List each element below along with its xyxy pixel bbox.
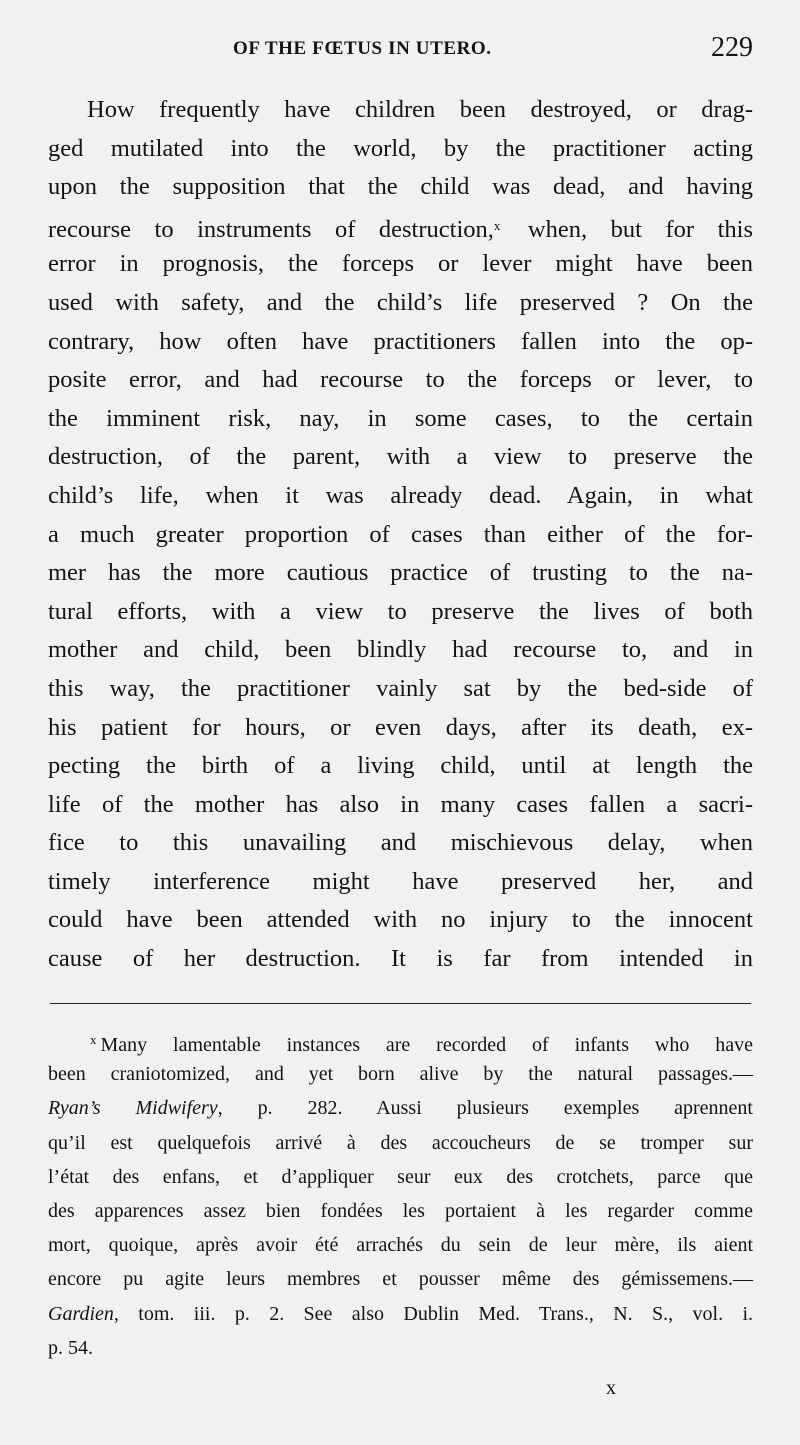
text-line: this way, the practitioner vainly sat by the bed-side of xyxy=(48,674,753,702)
text-line: tural efforts, with a view to preserve the lives of both xyxy=(48,597,753,625)
citation-title: Ryan’s Midwifery xyxy=(48,1097,218,1120)
text-line: could have been attended with no injury to the innocent xyxy=(48,906,753,934)
text-line: posite error, and had recourse to the forceps or lever, to xyxy=(48,366,753,394)
text-fragment: recourse to instruments of destruction, xyxy=(48,215,494,243)
text-line: How frequently have children been destroyed, or drag- xyxy=(87,96,753,123)
text-line: fice to this unavailing and mischievous delay, when xyxy=(48,829,753,857)
text-line: pecting the birth of a living child, until at length the xyxy=(48,752,753,780)
text-line: a much greater proportion of cases than either of the for- xyxy=(48,520,753,548)
text-line: ged mutilated into the world, by the practitioner acting xyxy=(48,134,753,162)
text-line: mother and child, been blindly had recourse to, and in xyxy=(48,636,753,664)
text-line: destruction, of the parent, with a view to preserve the xyxy=(48,443,753,471)
text-line: child’s life, when it was already dead. Again, in what xyxy=(48,481,753,509)
footnote-line: Gardien, tom. iii. p. 2. See also Dublin Med. Trans., N. S., vol. i. xyxy=(48,1302,753,1325)
footnote xyxy=(48,1023,753,1365)
footnote-line xyxy=(48,1023,753,1057)
footnote-line: p. 54. xyxy=(48,1336,93,1359)
citation-title: Gardien xyxy=(48,1302,114,1325)
footnote-line: des apparences assez bien fondées les portaient à les regarder comme xyxy=(48,1199,753,1222)
footnote-line: mort, quoique, après avoir été arrachés du sein de leur mère, ils aient xyxy=(48,1234,753,1257)
footnote-line: Ryan’s Midwifery, p. 282. Aussi plusieurs exemples aprennent xyxy=(48,1097,753,1120)
footnote-marker: x xyxy=(90,1032,97,1047)
footnote-line: encore pu agite leurs membres et pousser même des gémissemens.— xyxy=(48,1268,753,1291)
text-line: life of the mother has also in many cases fallen a sacri- xyxy=(48,790,753,818)
text-line: upon the supposition that the child was dead, and having xyxy=(48,173,753,201)
footnote-reference: x xyxy=(493,217,501,233)
footnote-divider xyxy=(50,1003,751,1004)
text-line-with-note-ref xyxy=(48,207,753,246)
footnote-line: l’état des enfans, et d’appliquer seur eux des crotchets, parce que xyxy=(48,1165,753,1188)
text-line: timely interference might have preserved her, and xyxy=(48,867,753,895)
text-line: mer has the more cautious practice of trusting to the na- xyxy=(48,559,753,587)
text-line: used with safety, and the child’s life preserved ? On the xyxy=(48,288,753,316)
running-head xyxy=(48,34,753,68)
page-number: 229 xyxy=(711,32,753,63)
footnote-line: been craniotomized, and yet born alive by the natural passages.— xyxy=(48,1063,753,1086)
text-line: contrary, how often have practitioners fallen into the op- xyxy=(48,327,753,355)
text-fragment: Many lamentable instances are recorded of infants who have xyxy=(100,1034,753,1056)
text-line: the imminent risk, nay, in some cases, to the certain xyxy=(48,404,753,432)
catchword: x xyxy=(606,1377,616,1399)
running-title: OF THE FŒTUS IN UTERO. xyxy=(233,38,492,59)
text-line: cause of her destruction. It is far from intended in xyxy=(48,945,753,973)
footnote-line: qu’il est quelquefois arrivé à des accoucheurs de se tromper sur xyxy=(48,1131,753,1154)
text-line: his patient for hours, or even days, after its death, ex- xyxy=(48,713,753,741)
text-fragment: when, but for this xyxy=(504,215,753,243)
body-paragraph xyxy=(48,91,753,979)
text-line: error in prognosis, the forceps or lever might have been xyxy=(48,250,753,278)
